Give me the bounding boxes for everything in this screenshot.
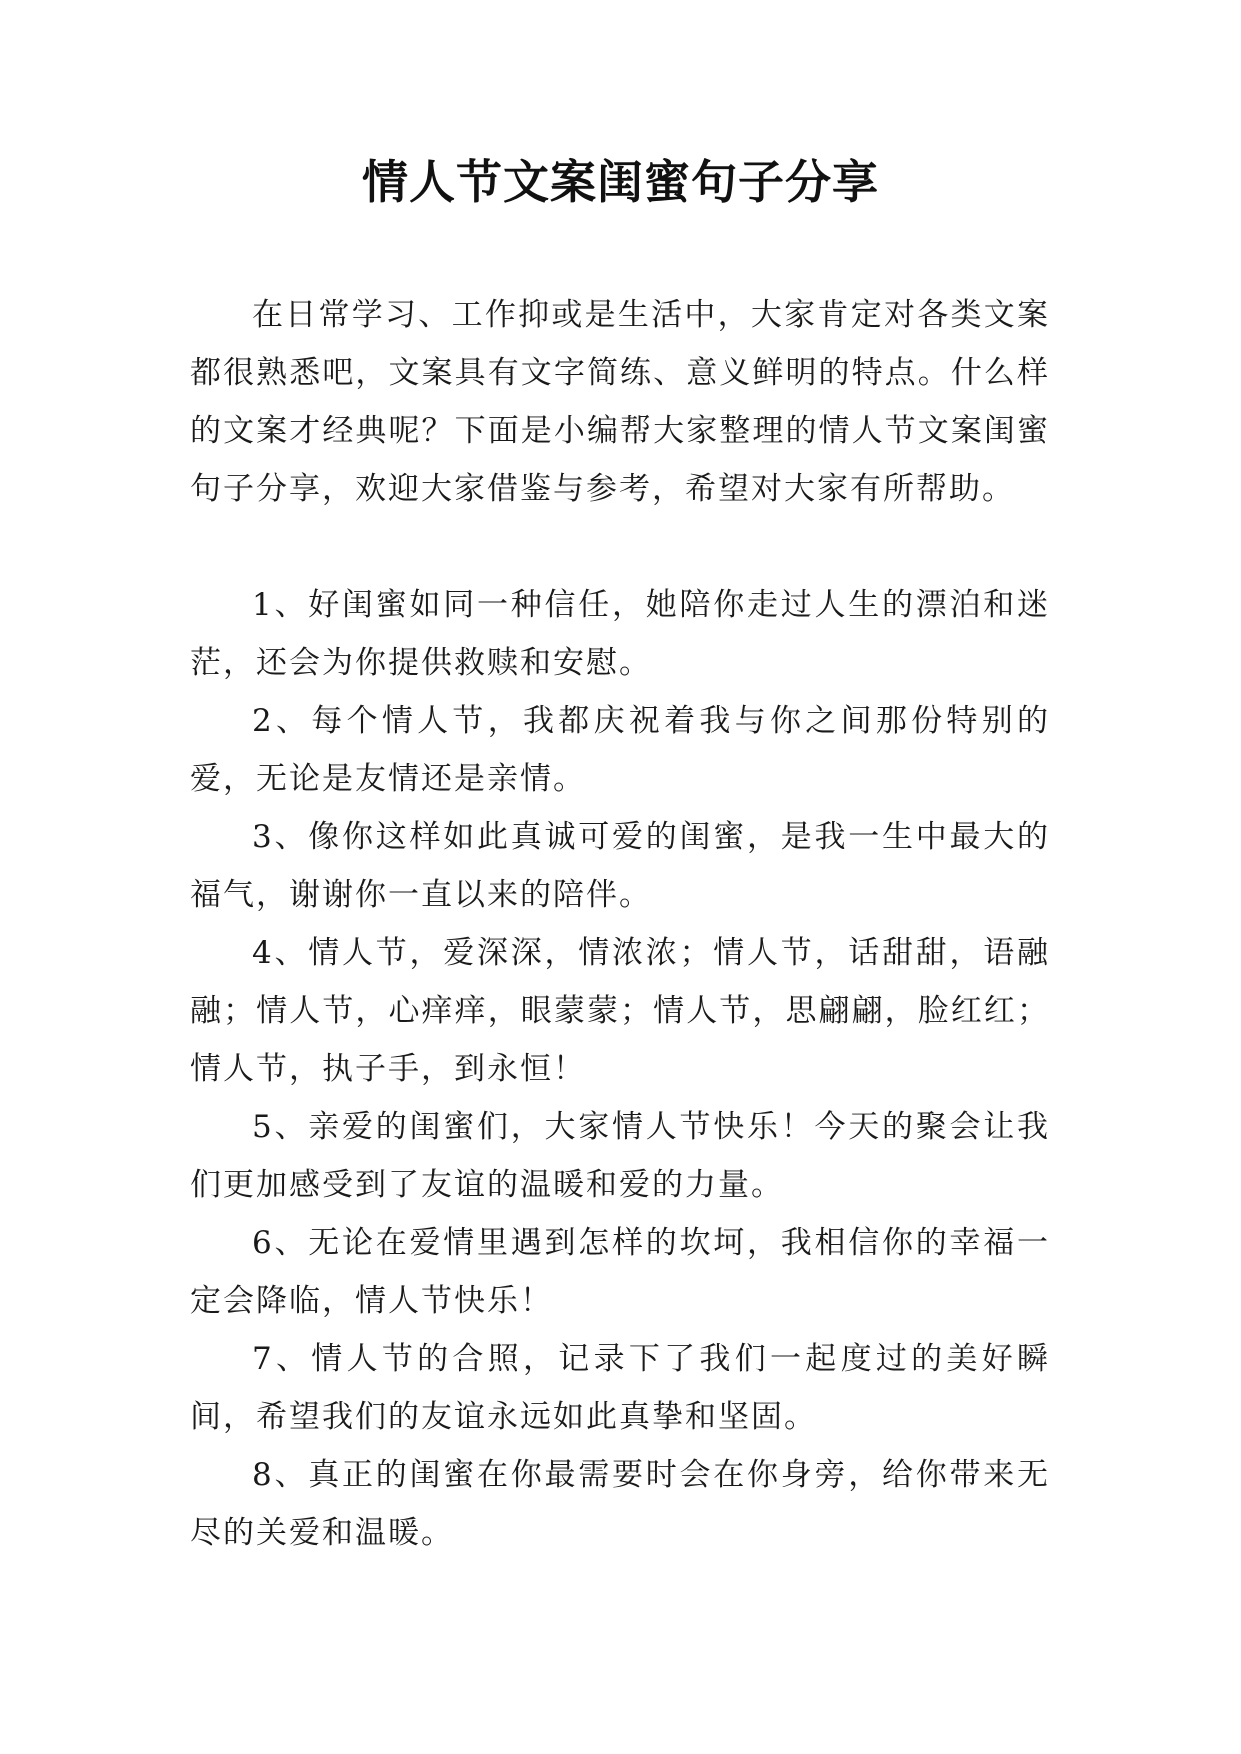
list-item: 1、好闺蜜如同一种信任，她陪你走过人生的漂泊和迷茫，还会为你提供救赎和安慰。 [190,587,1050,681]
list-item: 2、每个情人节，我都庆祝着我与你之间那份特别的爱，无论是友情还是亲情。 [190,703,1050,797]
list-item: 3、像你这样如此真诚可爱的闺蜜，是我一生中最大的福气，谢谢你一直以来的陪伴。 [190,819,1050,913]
list-item: 7、情人节的合照，记录下了我们一起度过的美好瞬间，希望我们的友谊永远如此真挚和坚固。 [190,1341,1050,1435]
list-item: 5、亲爱的闺蜜们，大家情人节快乐！今天的聚会让我们更加感受到了友谊的温暖和爱的力量。 [190,1109,1050,1203]
list-item: 8、真正的闺蜜在你最需要时会在你身旁，给你带来无尽的关爱和温暖。 [190,1457,1050,1551]
document-title: 情人节文案闺蜜句子分享 [362,155,879,209]
sentence-list [190,576,1050,1562]
list-item: 6、无论在爱情里遇到怎样的坎坷，我相信你的幸福一定会降临，情人节快乐！ [190,1225,1050,1319]
list-item: 4、情人节，爱深深，情浓浓；情人节，话甜甜，语融融；情人节，心痒痒，眼蒙蒙；情人节，思翩翩，脸红红；情人节，执子手，到永恒！ [190,935,1050,1087]
intro-paragraph: 在日常学习、工作抑或是生活中，大家肯定对各类文案都很熟悉吧，文案具有文字简练、意义鲜明的特点。什么样的文案才经典呢？下面是小编帮大家整理的情人节文案闺蜜句子分享，欢迎大家借鉴与参考，希望对大家有所帮助。 [190,297,1050,507]
